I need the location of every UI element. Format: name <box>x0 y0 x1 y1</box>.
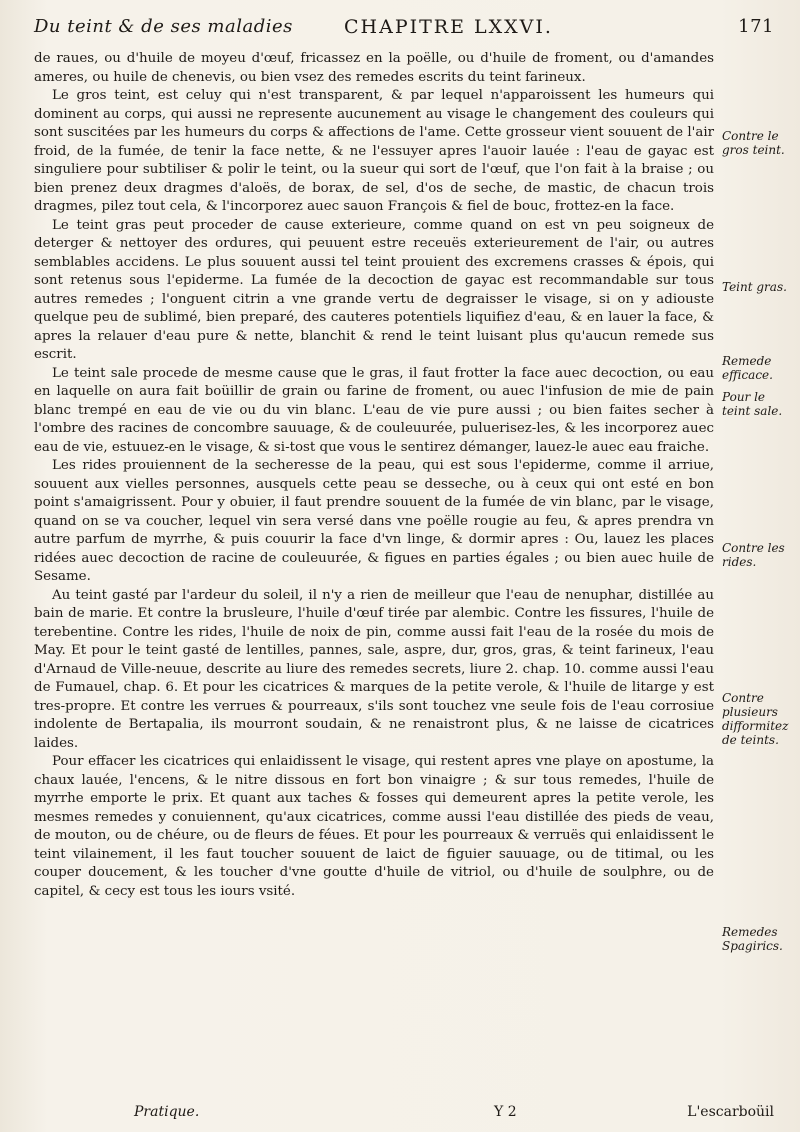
margin-note-teint-sale: Pour le teint sale. <box>722 390 783 418</box>
paragraph: Le teint gras peut proceder de cause exterieure, comme quand on est vn peu soigneux de deterger & nettoyer des ordures, qui peuuent estre receuës exterieurement de l'air, ou autres semblables accidens. Le plus souuent aussi tel teint prouient des excremens crasses & épois, qui sont retenus sous l'epiderme. La fumée de la decoction de gayac est recommandable sur tous autres remedes ; l'onguent citrin a vne grande vertu de degraisser le visage, si on y adiouste quelque peu de sublimé, bien preparé, des cauteres potentiels liquifiez d'eau, & en lauer la face, & apres la relauer d'eau pure & nette, blanchit & rend le teint luisant plus qu'aucun remede sus escrit. <box>34 217 714 362</box>
paragraph: Pour effacer les cicatrices qui enlaidissent le visage, qui restent apres vne playe on apostume, la chaux lauée, l'encens, & le nitre dissous en fort bon vinaigre ; & sur tous remedes, l'huile de myrrhe emporte le prix. Et quant aux taches & fosses qui demeurent apres la petite verole, les mesmes remedes y conuiennent, qu'aux cicatrices, comme aussi l'eau distillée des pieds de veau, de mouton, ou de chéure, ou de fleurs de féues. Et pour les pourreaux & verruës qui enlaidissent le teint vilainement, il les faut toucher souuent de laict de figuier sauuage, ou de titimal, ou les couper doucement, & les toucher d'vne goutte d'huile de vitriol, ou d'huile de soulphre, ou de capitel, & cecy est tous les iours vsité. <box>34 754 714 899</box>
margin-note-rides: Contre les rides. <box>722 541 785 569</box>
margin-note-gros-teint: Contre le gros teint. <box>722 129 785 157</box>
page-header <box>34 14 774 40</box>
paragraph: Le gros teint, est celuy qui n'est transparent, & par lequel n'apparoissent les humeurs qui dominent au corps, qui aussi ne represente aucunement au visage le changement des couleurs qui sont suscitées par les humeurs du corps & affections de l'ame. Cette grosseur vient souuent de l'air froid, de la fumée, de tenir la face nette, & ne l'essuyer apres l'auoir lauée : l'eau de gayac est singuliere pour subtiliser & polir le teint, ou la sueur qui sort de l'œuf, que l'on fait à la braise ; ou bien prenez deux dragmes d'aloës, de borax, de sel, d'os de seche, de mastic, de chacun trois dragmes, pilez tout cela, & l'incorporez auec sauon François & fiel de bouc, frottez-en la face. <box>34 88 714 214</box>
catchword: L'escarboüil <box>687 1104 774 1120</box>
paragraph: de raues, ou d'huile de moyeu d'œuf, fricassez en la poëlle, ou d'huile de froment, ou d'amandes ameres, ou huile de chenevis, ou bien vsez des remedes escrits du teint farineux. <box>34 51 714 85</box>
running-head: Du teint & de ses maladies <box>34 16 293 37</box>
margin-note-remede-efficace: Remede efficace. <box>722 354 773 382</box>
margin-note-teint-gras: Teint gras. <box>722 280 787 294</box>
main-text-column <box>34 50 714 901</box>
footer-signature: Pratique. <box>134 1104 200 1120</box>
margin-note-difformitez: Contre plusieurs difformitez de teints. <box>722 691 789 747</box>
paragraph: Le teint sale procede de mesme cause que le gras, il faut frotter la face auec decoction, ou eau en laquelle on aura fait boüillir de grain ou farine de froment, ou auec l'infusion de mie de pain blanc trempé en eau de vie ou du vin blanc. L'eau de vie pure aussi ; ou bien faites secher à l'ombre des racines de concombre sauuage, & de couleuurée, puluerisez-les, & les incorporez auec eau de vie, estuuez-en le visage, & si-tost que vous le sentirez démanger, lauez-le auec eau fraiche. <box>34 365 714 455</box>
chapter-title: CHAPITRE LXXVI. <box>344 16 553 38</box>
paragraph: Les rides prouiennent de la secheresse de la peau, qui est sous l'epiderme, comme il arriue, souuent aux vielles personnes, ausquels cette peau se desseche, ou à ceux qui ont esté en bon point s'amaigrissent. Pour y obuier, il faut prendre souuent de la fumée de vin blanc, par le visage, quand on se va coucher, lequel vin sera versé dans vne poëlle rougie au feu, & apres prendra vn autre parfum de myrrhe, & puis couurir la face d'vn linge, & dormir apres : Ou, lauez les places ridées auec decoction de racine de couleuurée, & figues en parties égales ; ou bien auec huile de Sesame. <box>34 458 714 584</box>
paragraph: Au teint gasté par l'ardeur du soleil, il n'y a rien de meilleur que l'eau de nenuphar, distillée au bain de marie. Et contre la brusleure, l'huile d'œuf tirée par alembic. Contre les fissures, l'huile de terebentine. Contre les rides, l'huile de noix de pin, comme aussi fait l'eau de la rosée du mois de May. Et pour le teint gasté de lentilles, pannes, sale, aspre, dur, gros, gras, & teint farineux, l'eau d'Arnaud de Ville-neuue, descrite au liure des remedes secrets, liure 2. chap. 10. comme aussi l'eau de Fumauel, chap. 6. Et pour les cicatrices & marques de la petite verole, & l'huile de litarge y est tres-propre. Et contre les verrues & pourreaux, s'ils sont touchez vne seule fois de l'eau corrosiue indolente de Bertapalia, ils mourront soudain, & ne renaistront plus, & ne laisse de cicatrices laides. <box>34 587 714 751</box>
page-footer <box>34 1104 774 1126</box>
signature-mark: Y 2 <box>494 1104 517 1120</box>
page-number: 171 <box>738 16 774 37</box>
margin-note-remedes-spagirics: Remedes Spagirics. <box>722 925 783 953</box>
